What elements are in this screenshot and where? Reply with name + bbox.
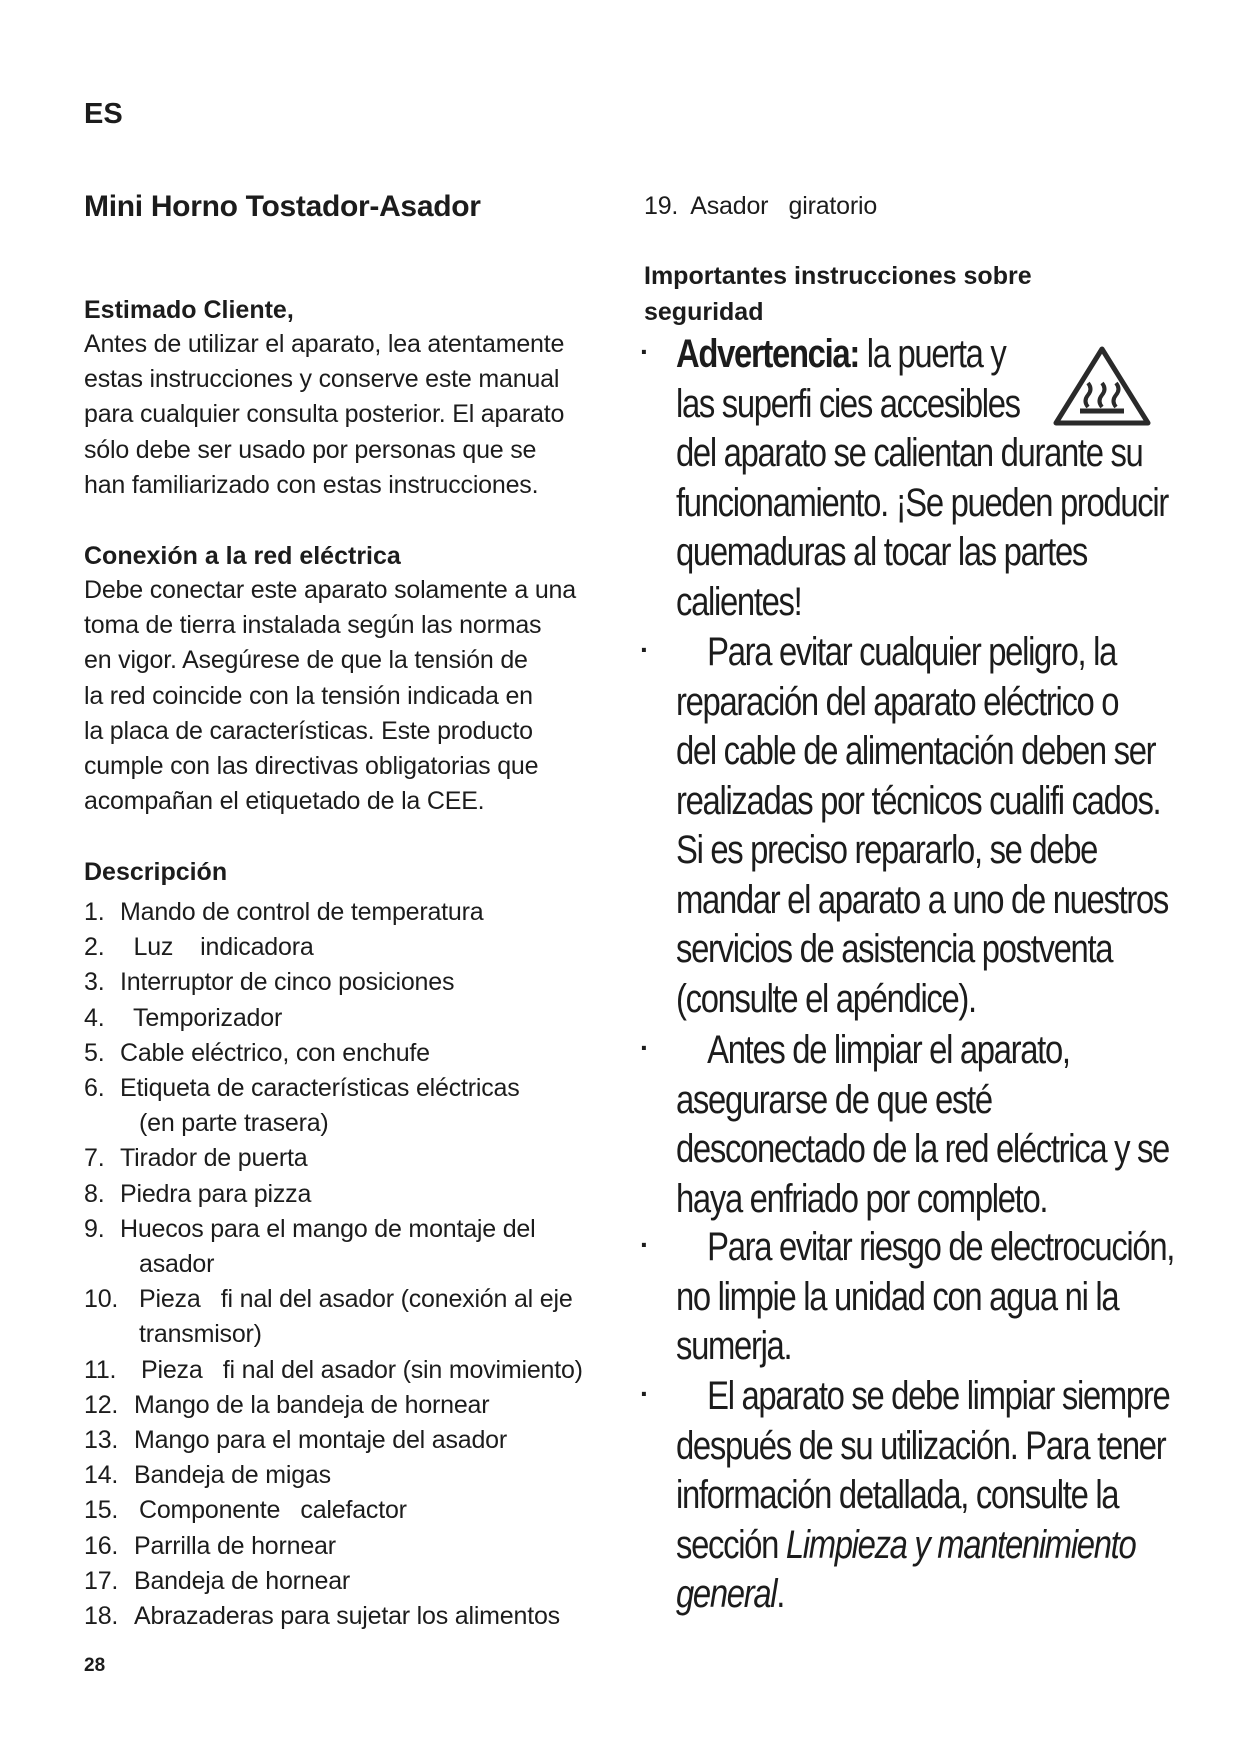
connection-paragraph: Debe conectar este aparato solamente a una toma de tierra instalada según las normas en vigor. Asegúrese de que la tensión de la red coincide con la tensión indicada en la placa de características. Este producto cumple con las directivas obligatorias que acompañan el etiquetado de la CEE. bbox=[84, 576, 576, 816]
warning-paragraph: Advertencia: la puerta y las superfi cies accesibles del aparato se calientan durante su funcionamiento. ¡Se pueden producir quemaduras al tocar las partes calientes! bbox=[676, 332, 1168, 624]
page-title: Mini Horno Tostador-Asador bbox=[84, 190, 481, 223]
list-item: 14. Bandeja de migas bbox=[84, 1461, 331, 1490]
list-item: 16. Parrilla de hornear bbox=[84, 1531, 336, 1560]
maintenance-paragraph: El aparato se debe limpiar siempre después de su utilización. Para tener información detallada, consulte la sección Limpieza y mantenimiento general. bbox=[676, 1374, 1170, 1616]
bullet-marker: · bbox=[640, 1032, 650, 1063]
bullet-marker: · bbox=[640, 634, 650, 665]
repair-paragraph: Para evitar cualquier peligro, la reparación del aparato eléctrico o del cable de alimentación deben ser realizadas por técnicos cualifi cados. Si es preciso repararlo, se debe mandar el aparato a uno de nuestros servicios de asistencia postventa (consulte el apéndice). bbox=[676, 630, 1168, 1021]
list-item: 17. Bandeja de hornear bbox=[84, 1566, 351, 1595]
list-item: 3. Interruptor de cinco posiciones bbox=[84, 968, 455, 997]
list-item-continuation: asador bbox=[139, 1250, 215, 1279]
list-item: 10. Pieza fi nal del asador (conexión al eje bbox=[84, 1285, 573, 1314]
list-item-continuation: (en parte trasera) bbox=[139, 1109, 329, 1138]
list-item: 7. Tirador de puerta bbox=[84, 1144, 308, 1173]
cleaning-paragraph: Antes de limpiar el aparato, asegurarse de que esté desconectado de la red eléctrica y se haya enfriado por completo. bbox=[676, 1028, 1169, 1221]
list-item: 1. Mando de control de temperatura bbox=[84, 898, 484, 926]
language-code: ES bbox=[84, 98, 123, 130]
greeting-heading: Estimado Cliente, bbox=[84, 296, 294, 324]
parts-list bbox=[84, 895, 644, 1634]
page-number: 28 bbox=[84, 1655, 106, 1676]
greeting-paragraph: Antes de utilizar el aparato, lea atentamente estas instrucciones y conserve este manual para cualquier consulta posterior. El aparato sólo debe ser usado por personas que se han familiarizado con estas instrucciones. bbox=[84, 330, 565, 499]
description-heading: Descripción bbox=[84, 858, 228, 886]
hot-surface-warning-icon bbox=[1052, 345, 1152, 427]
bullet-marker: · bbox=[640, 336, 650, 367]
list-item: 4. Temporizador bbox=[84, 1003, 283, 1032]
list-item: 12. Mango de la bandeja de hornear bbox=[84, 1390, 490, 1419]
connection-heading: Conexión a la red eléctrica bbox=[84, 542, 401, 570]
list-item: 5. Cable eléctrico, con enchufe bbox=[84, 1038, 430, 1067]
list-item: 15. Componente calefactor bbox=[84, 1496, 407, 1525]
bullet-marker: · bbox=[640, 1378, 650, 1409]
list-item: 9. Huecos para el mango de montaje del bbox=[84, 1214, 536, 1243]
list-item: 18. Abrazaderas para sujetar los alimentos bbox=[84, 1602, 560, 1631]
list-item: 6. Etiqueta de características eléctricas bbox=[84, 1074, 520, 1103]
list-item-continuation: transmisor) bbox=[139, 1320, 262, 1349]
list-item: 13. Mango para el montaje del asador bbox=[84, 1426, 508, 1455]
list-item: 2. Luz indicadora bbox=[84, 933, 314, 962]
list-item: 8. Piedra para pizza bbox=[84, 1179, 312, 1208]
list-item-19: 19. Asador giratorio bbox=[644, 192, 878, 220]
safety-heading: Importantes instrucciones sobre seguridad bbox=[644, 262, 1032, 326]
bullet-marker: · bbox=[640, 1229, 650, 1260]
list-item: 11. Pieza fi nal del asador (sin movimiento) bbox=[84, 1355, 583, 1384]
shock-paragraph: Para evitar riesgo de electrocución, no limpie la unidad con agua ni la sumerja. bbox=[676, 1225, 1175, 1368]
